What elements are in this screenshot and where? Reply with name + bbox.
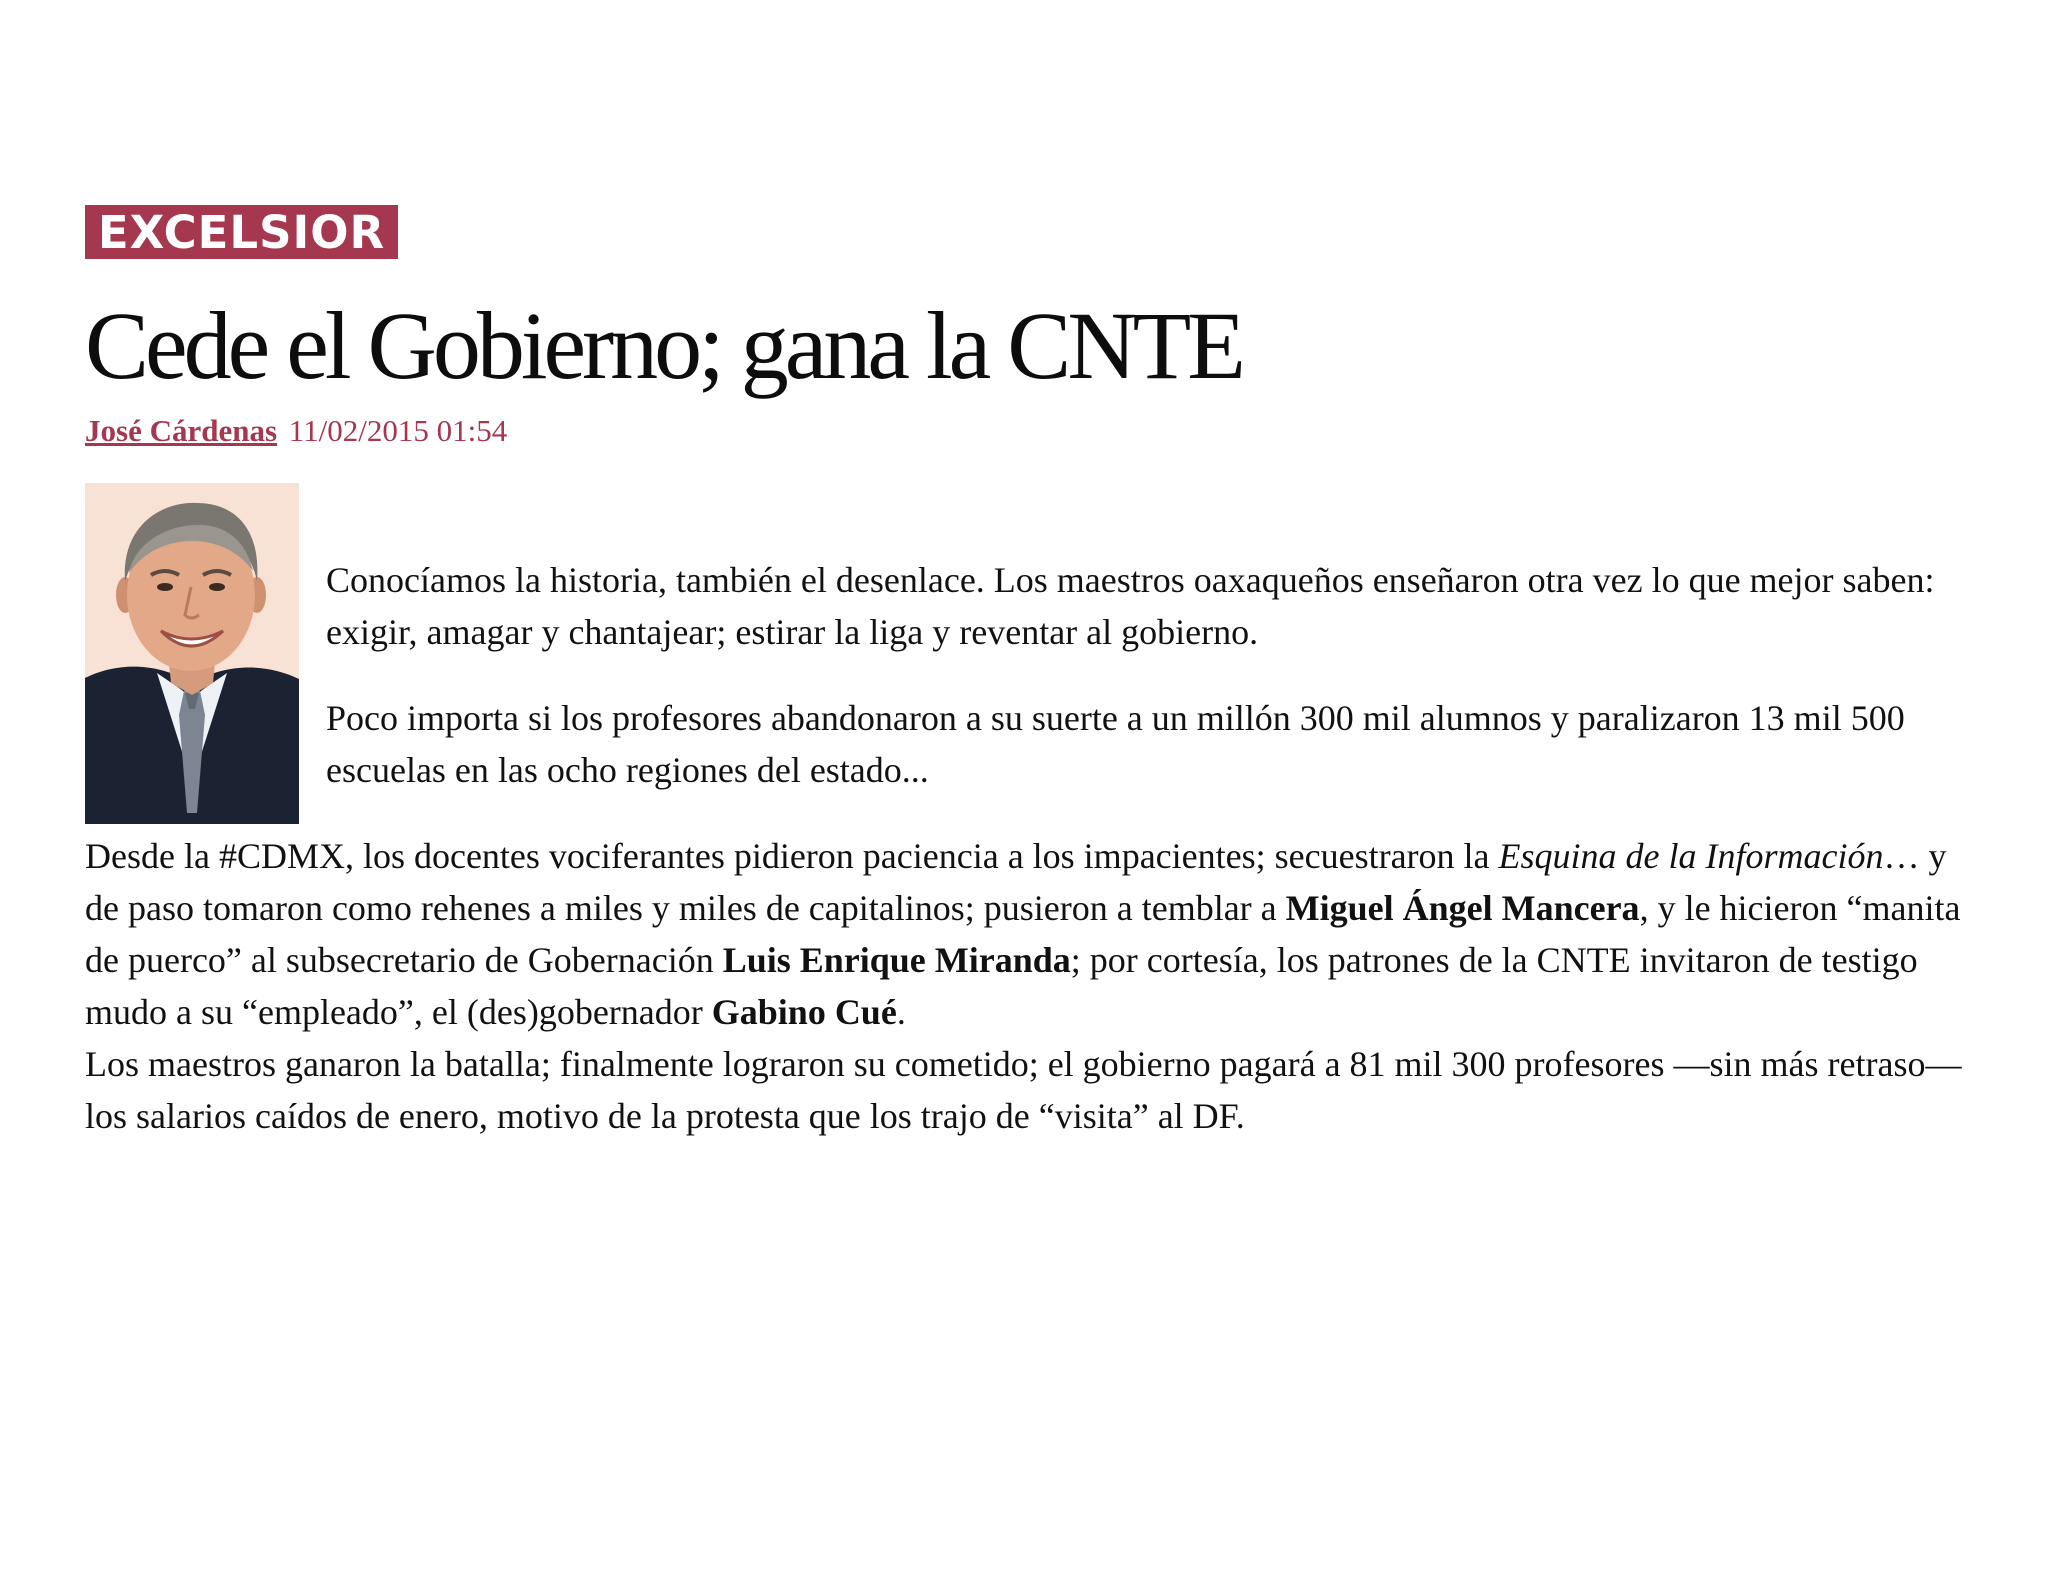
excelsior-logo[interactable]: EXCELSIOR <box>85 205 398 259</box>
article-paragraph-4: Los maestros ganaron la batalla; finalmente lograron su cometido; el gobierno pagará a 81 mil 300 profesores —sin más retraso— los salarios caídos de enero, motivo de la protesta que los trajo de “visita” al DF. <box>85 1044 1962 1136</box>
miranda-name: Luis Enrique Miranda <box>722 940 1071 980</box>
author-photo <box>85 483 299 824</box>
paragraph-3-text: … y de paso tomaron como rehenes a miles y miles de capitalinos; pusieron a temblar a <box>85 836 1947 928</box>
article-paragraph-2: Poco importa si los profesores abandonaron a su suerte a un millón 300 mil alumnos y paralizaron 13 mil 500 escuelas en las ocho regiones del estado... <box>326 698 1905 790</box>
article-title: Cede el Gobierno; gana la CNTE <box>85 292 1242 399</box>
author-link[interactable]: José Cárdenas <box>85 413 278 448</box>
paragraph-3-text: . <box>896 992 906 1032</box>
paragraph-3-text: , y le hicieron “manita de puerco” al subsecretario de Gobernación <box>85 888 1961 980</box>
byline <box>85 413 507 449</box>
esquina-informacion-emphasis: Esquina de la Información <box>1498 836 1884 876</box>
mancera-name: Miguel Ángel Mancera <box>1285 888 1640 928</box>
paragraph-3-text: ; por cortesía, los patrones de la CNTE invitaron de testigo mudo a su “empleado”, el (des)gobernador <box>85 940 1918 1032</box>
cue-name: Gabino Cué <box>711 992 897 1032</box>
paragraph-3-text: Desde la #CDMX, los docentes vociferantes pidieron paciencia a los impacientes; secuestraron la <box>85 836 1499 876</box>
publish-date: 11/02/2015 01:54 <box>288 413 508 448</box>
author-portrait-icon <box>85 483 299 824</box>
article-paragraph-1: Conocíamos la historia, también el desenlace. Los maestros oaxaqueños enseñaron otra vez lo que mejor saben: exigir, amagar y chantajear; estirar la liga y reventar al gobierno. <box>326 560 1935 652</box>
article-body <box>85 830 1985 1142</box>
article-paragraph-3 <box>85 830 1985 1038</box>
